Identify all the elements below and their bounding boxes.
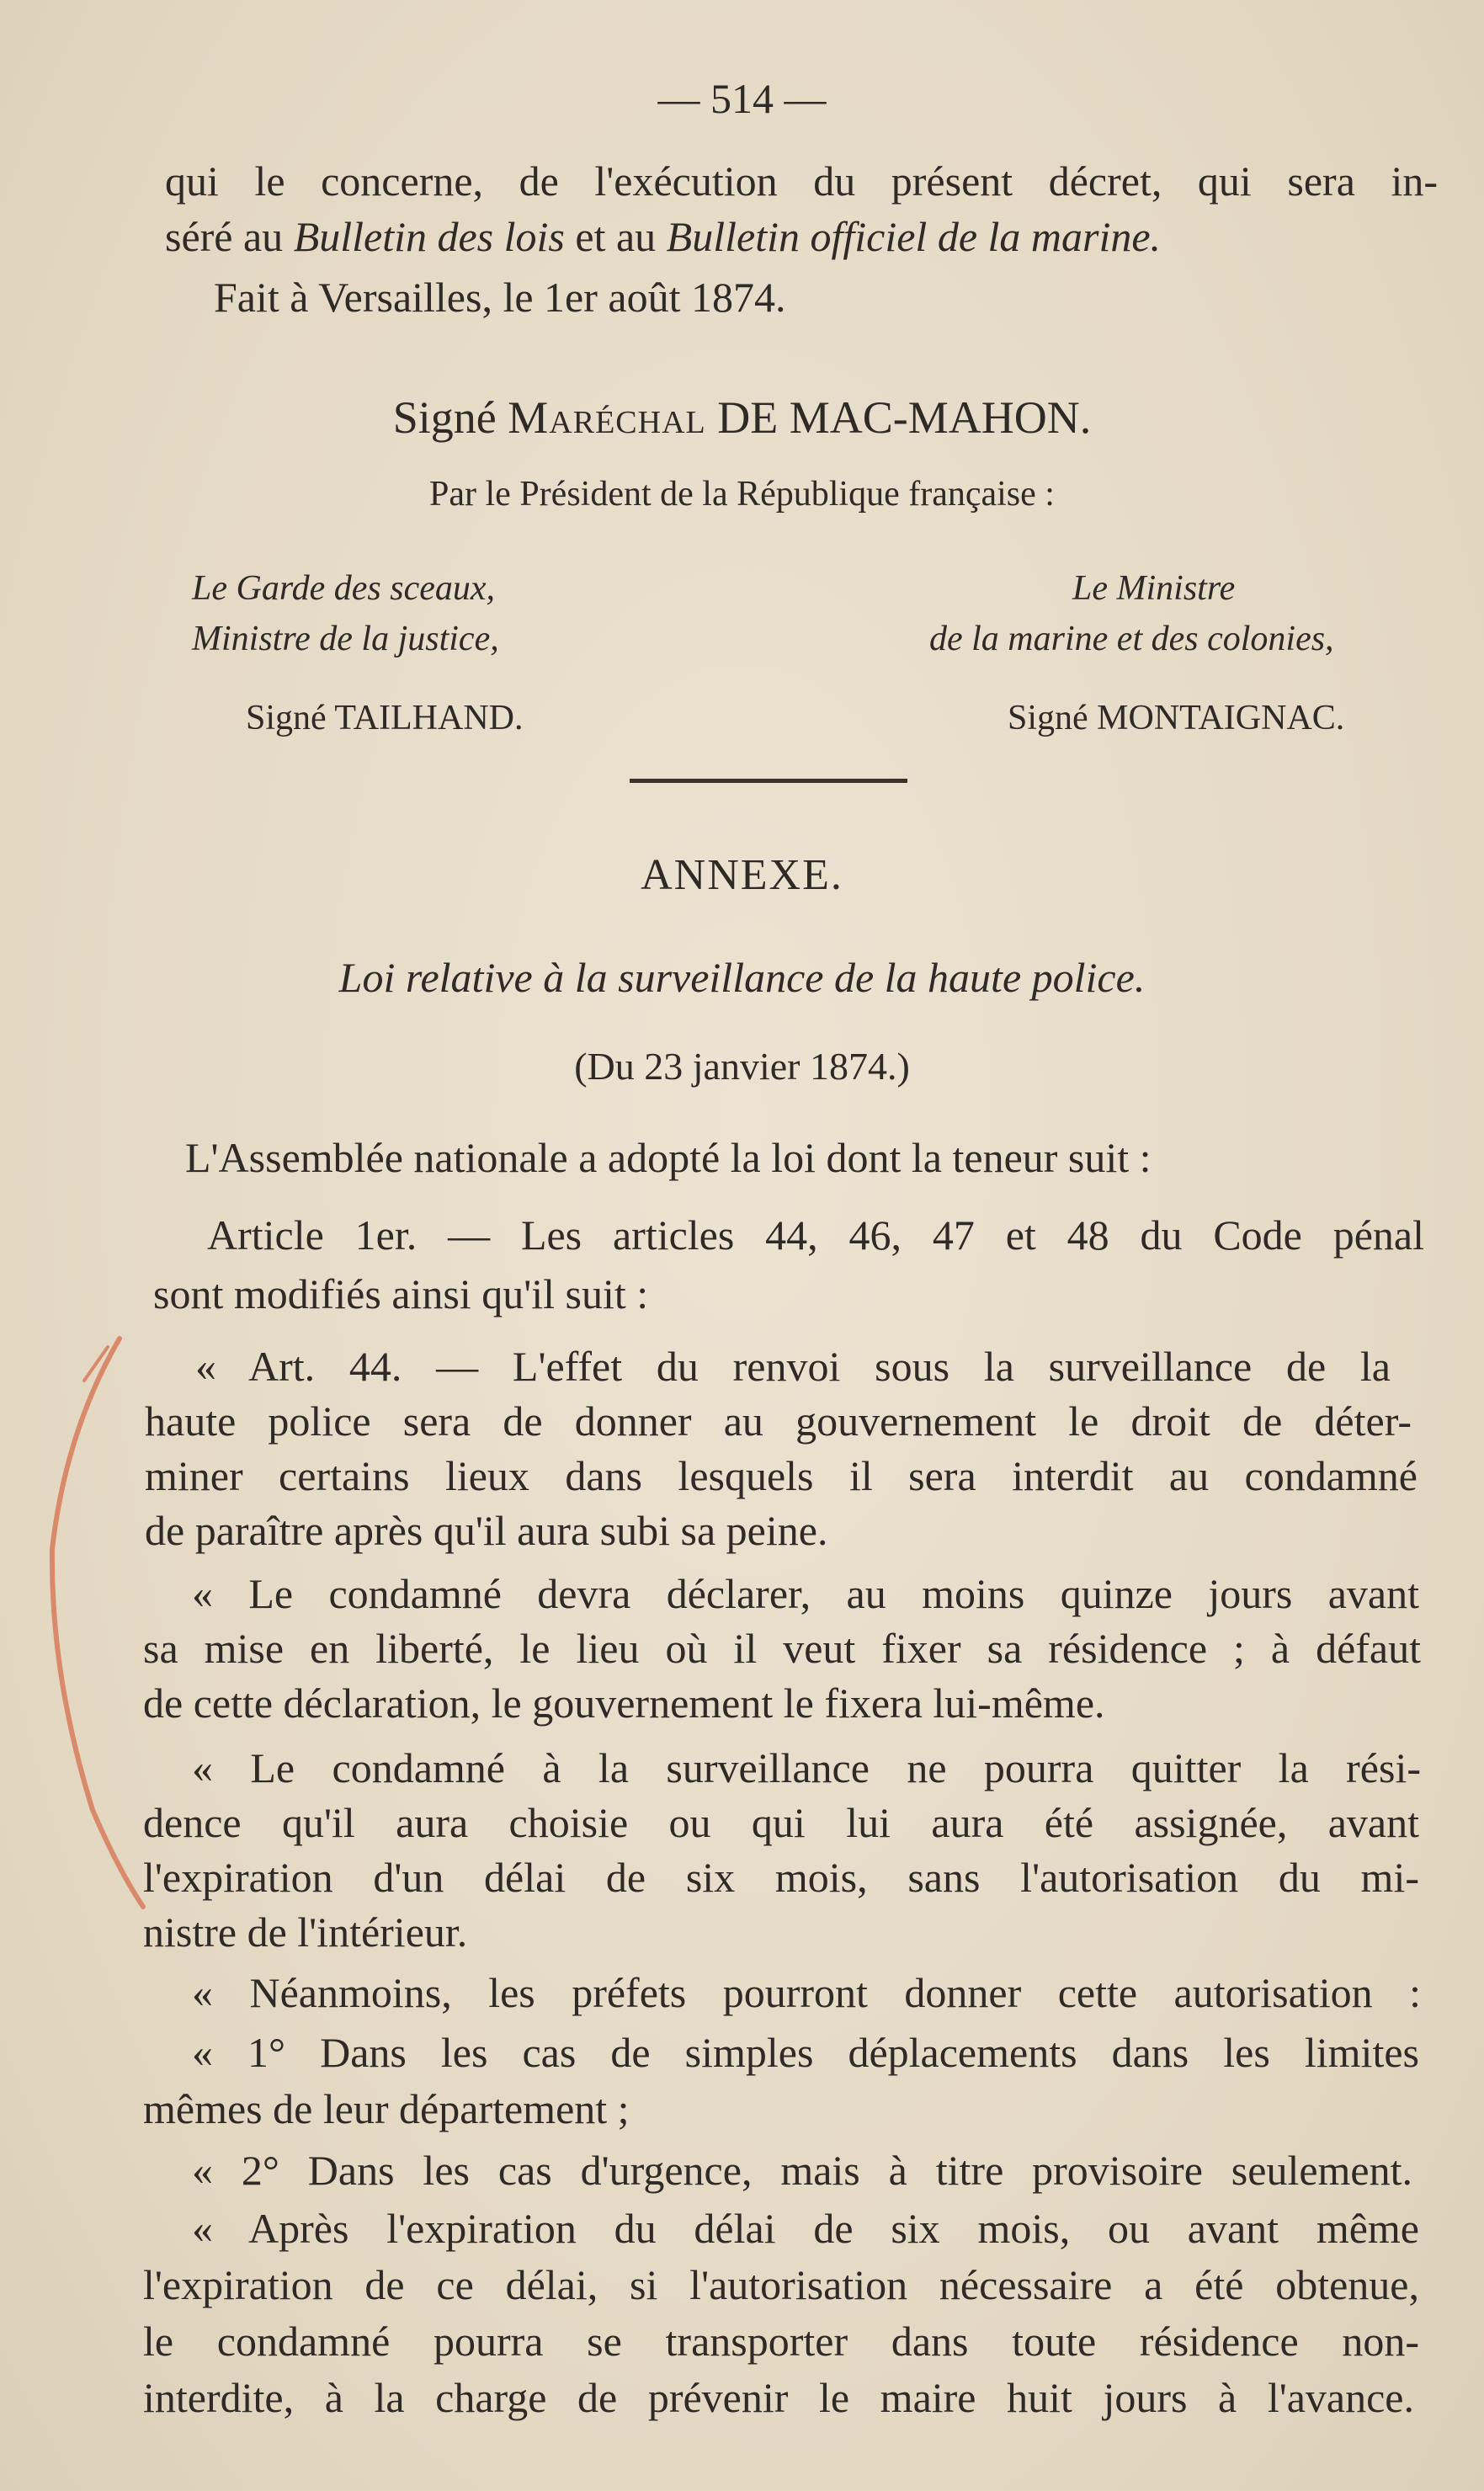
section-divider	[630, 779, 907, 783]
body-line: de cette déclaration, le gouvernement le fixera lui-même.	[143, 1679, 1105, 1727]
body-line: « Après l'expiration du délai de six mois, ou avant même	[192, 2205, 1419, 2252]
right-title-1: Le Ministre	[1072, 569, 1236, 608]
right-signed: Signé MONTAIGNAC.	[1008, 699, 1345, 737]
page-number: — 514 —	[657, 75, 827, 122]
body-line: mêmes de leur département ;	[143, 2085, 630, 2132]
body-line: « Le condamné à la surveillance ne pourra quitter la rési-	[192, 1744, 1421, 1791]
law-title: Loi relative à la surveillance de la haute police.	[338, 954, 1146, 1001]
body-line: sont modifiés ainsi qu'il suit :	[153, 1270, 649, 1317]
body-line: « Art. 44. — L'effet du renvoi sous la surveillance de la	[195, 1343, 1391, 1390]
body-line: l'expiration de ce délai, si l'autorisation nécessaire a été obtenue,	[143, 2261, 1419, 2308]
body-line: le condamné pourra se transporter dans toute résidence non-	[143, 2318, 1419, 2365]
body-line: de paraître après qu'il aura subi sa peine.	[145, 1507, 828, 1554]
body-line: « 2° Dans les cas d'urgence, mais à titre provisoire seulement.	[192, 2147, 1412, 2194]
text-line: séré au Bulletin des lois et au Bulletin officiel de la marine.	[165, 213, 1162, 260]
body-line: sa mise en liberté, le lieu où il veut fixer sa résidence ; à défaut	[143, 1625, 1421, 1672]
annex-heading: ANNEXE.	[641, 851, 843, 899]
left-signed: Signé TAILHAND.	[246, 699, 524, 737]
body-line: « Néanmoins, les préfets pourront donner cette autorisation :	[192, 1969, 1421, 2016]
body-line: dence qu'il aura choisie ou qui lui aura été assignée, avant	[143, 1799, 1419, 1846]
body-line: miner certains lieux dans lesquels il sera interdit au condamné	[145, 1452, 1418, 1499]
marshal-signature: Signé Maréchal DE MAC-MAHON.	[392, 392, 1092, 443]
body-line: « Le condamné devra déclarer, au moins quinze jours avant	[192, 1570, 1419, 1617]
body-line: L'Assemblée nationale a adopté la loi dont la teneur suit :	[185, 1134, 1152, 1181]
left-title-2: Ministre de la justice,	[192, 620, 499, 658]
body-line: « 1° Dans les cas de simples déplacements dans les limites	[192, 2029, 1419, 2076]
body-line: nistre de l'intérieur.	[143, 1908, 468, 1956]
date-line: Fait à Versailles, le 1er août 1874.	[214, 274, 786, 321]
body-line: l'expiration d'un délai de six mois, sans l'autorisation du mi-	[143, 1854, 1419, 1901]
body-line: Article 1er. — Les articles 44, 46, 47 et 48 du Code pénal	[207, 1211, 1424, 1259]
law-date: (Du 23 janvier 1874.)	[574, 1045, 910, 1088]
body-line: haute police sera de donner au gouvernement le droit de déter-	[145, 1397, 1412, 1445]
text-line: qui le concerne, de l'exécution du présent décret, qui sera in-	[165, 157, 1438, 205]
right-title-2: de la marine et des colonies,	[929, 620, 1334, 658]
body-line: interdite, à la charge de prévenir le maire huit jours à l'avance.	[143, 2374, 1414, 2421]
by-president-line: Par le Président de la République française :	[429, 475, 1055, 514]
left-title-1: Le Garde des sceaux,	[192, 569, 496, 608]
